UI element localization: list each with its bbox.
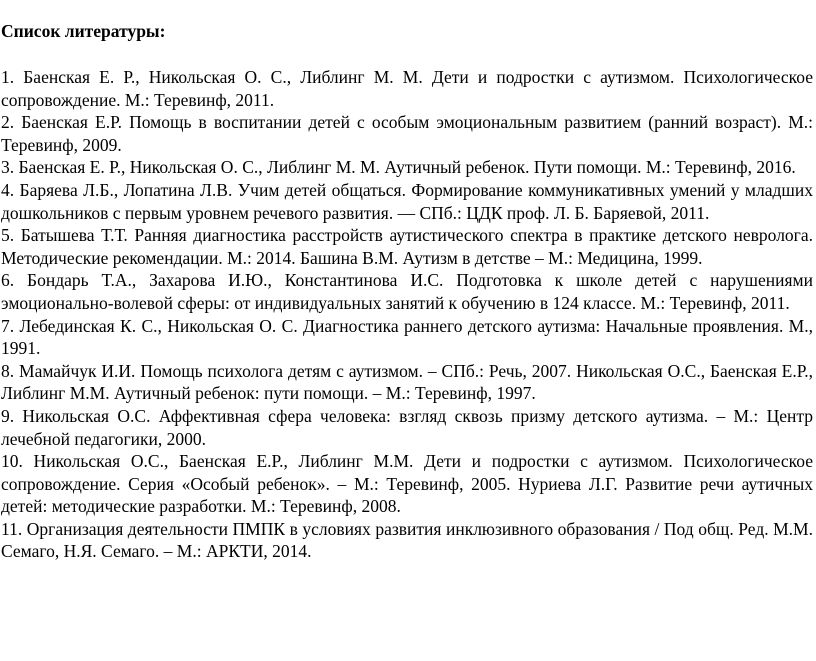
reference-item: 3. Баенская Е. Р., Никольская О. С., Либлинг М. М. Аутичный ребенок. Пути помощи. М.: Теревинф, 2016. bbox=[1, 157, 796, 178]
reference-item: 2. Баенская Е.Р. Помощь в воспитании детей с особым эмоциональным развитием (ранний возраст). М.: Теревинф, 2009. bbox=[1, 112, 813, 155]
reference-item: 10. Никольская О.С., Баенская Е.Р., Либлинг М.М. Дети и подростки с аутизмом. Психологическое сопровождение. Серия «Особый ребенок». – М.: Теревинф, 2005. Нуриева Л.Г. Развитие речи аутичных детей: методические разработки. М.: Теревинф, 2008. bbox=[1, 451, 813, 517]
reference-item: 1. Баенская Е. Р., Никольская О. С., Либлинг М. М. Дети и подростки с аутизмом. Психологическое сопровождение. М.: Теревинф, 2011. bbox=[1, 67, 813, 110]
reference-item: 5. Батышева Т.Т. Ранняя диагностика расстройств аутистического спектра в практике детского невролога. Методические рекомендации. М.: 2014. Башина В.М. Аутизм в детстве – М.: Медицина, 1999. bbox=[1, 225, 813, 268]
page-title: Список литературы: bbox=[1, 21, 166, 41]
reference-item: 11. Организация деятельности ПМПК в условиях развития инклюзивного образования / Под общ. Ред. М.М. Семаго, Н.Я. Семаго. – М.: АРКТИ, 2014. bbox=[1, 518, 813, 562]
reference-item: 8. Мамайчук И.И. Помощь психолога детям с аутизмом. – СПб.: Речь, 2007. Никольская О.С., Баенская Е.Р., Либлинг М.М. Аутичный ребенок: пути помощи. – М.: Теревинф, 1997. bbox=[1, 360, 813, 404]
reference-item: 7. Лебединская К. С., Никольская О. С. Диагностика раннего детского аутизма: Начальные проявления. М., 1991. bbox=[1, 315, 813, 359]
reference-list bbox=[1, 66, 813, 563]
reference-item: 9. Никольская О.С. Аффективная сфера человека: взгляд сквозь призму детского аутизма. – М.: Центр лечебной педагогики, 2000. bbox=[1, 405, 813, 449]
reference-item: 6. Бондарь Т.А., Захарова И.Ю., Константинова И.С. Подготовка к школе детей с нарушениями эмоционально-волевой сферы: от индивидуальных занятий к обучению в 124 классе. М.: Теревинф, 2011. bbox=[1, 270, 813, 313]
reference-item: 4. Баряева Л.Б., Лопатина Л.В. Учим детей общаться. Формирование коммуникативных умений у младших дошкольников с первым уровнем речевого развития. — СПб.: ЦДК проф. Л. Б. Баряевой, 2011. bbox=[1, 179, 813, 223]
